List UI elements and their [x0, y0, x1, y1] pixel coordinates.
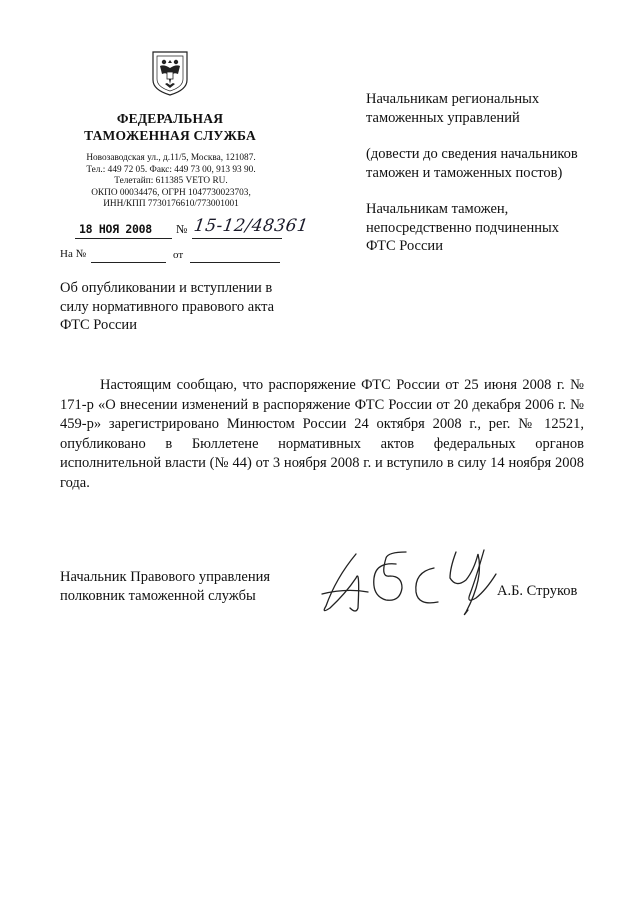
reference-date-label: от — [173, 249, 184, 261]
registration-date-stamp: 18 НОЯ 2008 — [79, 222, 152, 236]
organization-details — [60, 153, 282, 211]
document-subject: Об опубликовании и вступлении в силу нормативного правового акта ФТС России — [60, 280, 275, 333]
handwritten-signature — [316, 548, 506, 618]
org-name-line-1: ФЕДЕРАЛЬНАЯ — [116, 111, 224, 126]
addressee-block — [366, 90, 586, 274]
reference-number-label: На № — [60, 248, 87, 260]
addressee-regional-directorates: Начальникам региональных таможенных управлений — [366, 91, 540, 126]
org-name-line-2: ТАМОЖЕННАЯ СЛУЖБА — [84, 128, 256, 143]
org-inn-kpp: ИНН/КПП 7730176610/773001001 — [103, 199, 239, 210]
org-okpo-ogrn: ОКПО 00034476, ОГРН 1047730023703, — [91, 187, 251, 198]
signer-title-line-1: Начальник Правового управления — [60, 569, 271, 585]
org-teletype: Телетайп: 611385 VETO RU. — [114, 176, 228, 187]
registration-number-label: № — [176, 222, 188, 236]
registration-number-handwritten: 15-12/48361 — [192, 216, 310, 236]
signer-title — [60, 568, 300, 605]
signer-name: А.Б. Струков — [497, 583, 578, 599]
registration-number-field — [192, 216, 310, 239]
reference-date-blank — [190, 262, 280, 263]
addressee-customs-heads: Начальникам таможен, непосредственно подчиненных ФТС России — [366, 201, 559, 254]
signer-title-line-2: полковник таможенной службы — [60, 587, 256, 604]
organization-name — [60, 110, 280, 144]
registration-date-field — [75, 222, 172, 239]
document-body: Настоящим сообщаю, что распоряжение ФТС России от 25 июня 2008 г. № 171-р «О внесении изменений в распоряжение ФТС России от 20 декабря 2006 г. № 459-р» зарегистрировано Минюстом России 24 октября 2008 г., рег. № 12521, опубликовано в Бюллетене нормативных актов федеральных органов исполнительной власти (№ 44) от 3 ноября 2008 г. и вступило в силу 14 ноября 2008 года. — [60, 377, 584, 491]
reference-number-blank — [91, 262, 166, 263]
org-phone: Тел.: 449 72 05. Факс: 449 73 00, 913 93 90. — [86, 164, 256, 175]
addressee-note: (довести до сведения начальников таможен и таможенных постов) — [366, 146, 578, 181]
org-address: Новозаводская ул., д.11/5, Москва, 121087. — [86, 153, 256, 163]
russian-coat-of-arms-icon — [150, 50, 190, 96]
